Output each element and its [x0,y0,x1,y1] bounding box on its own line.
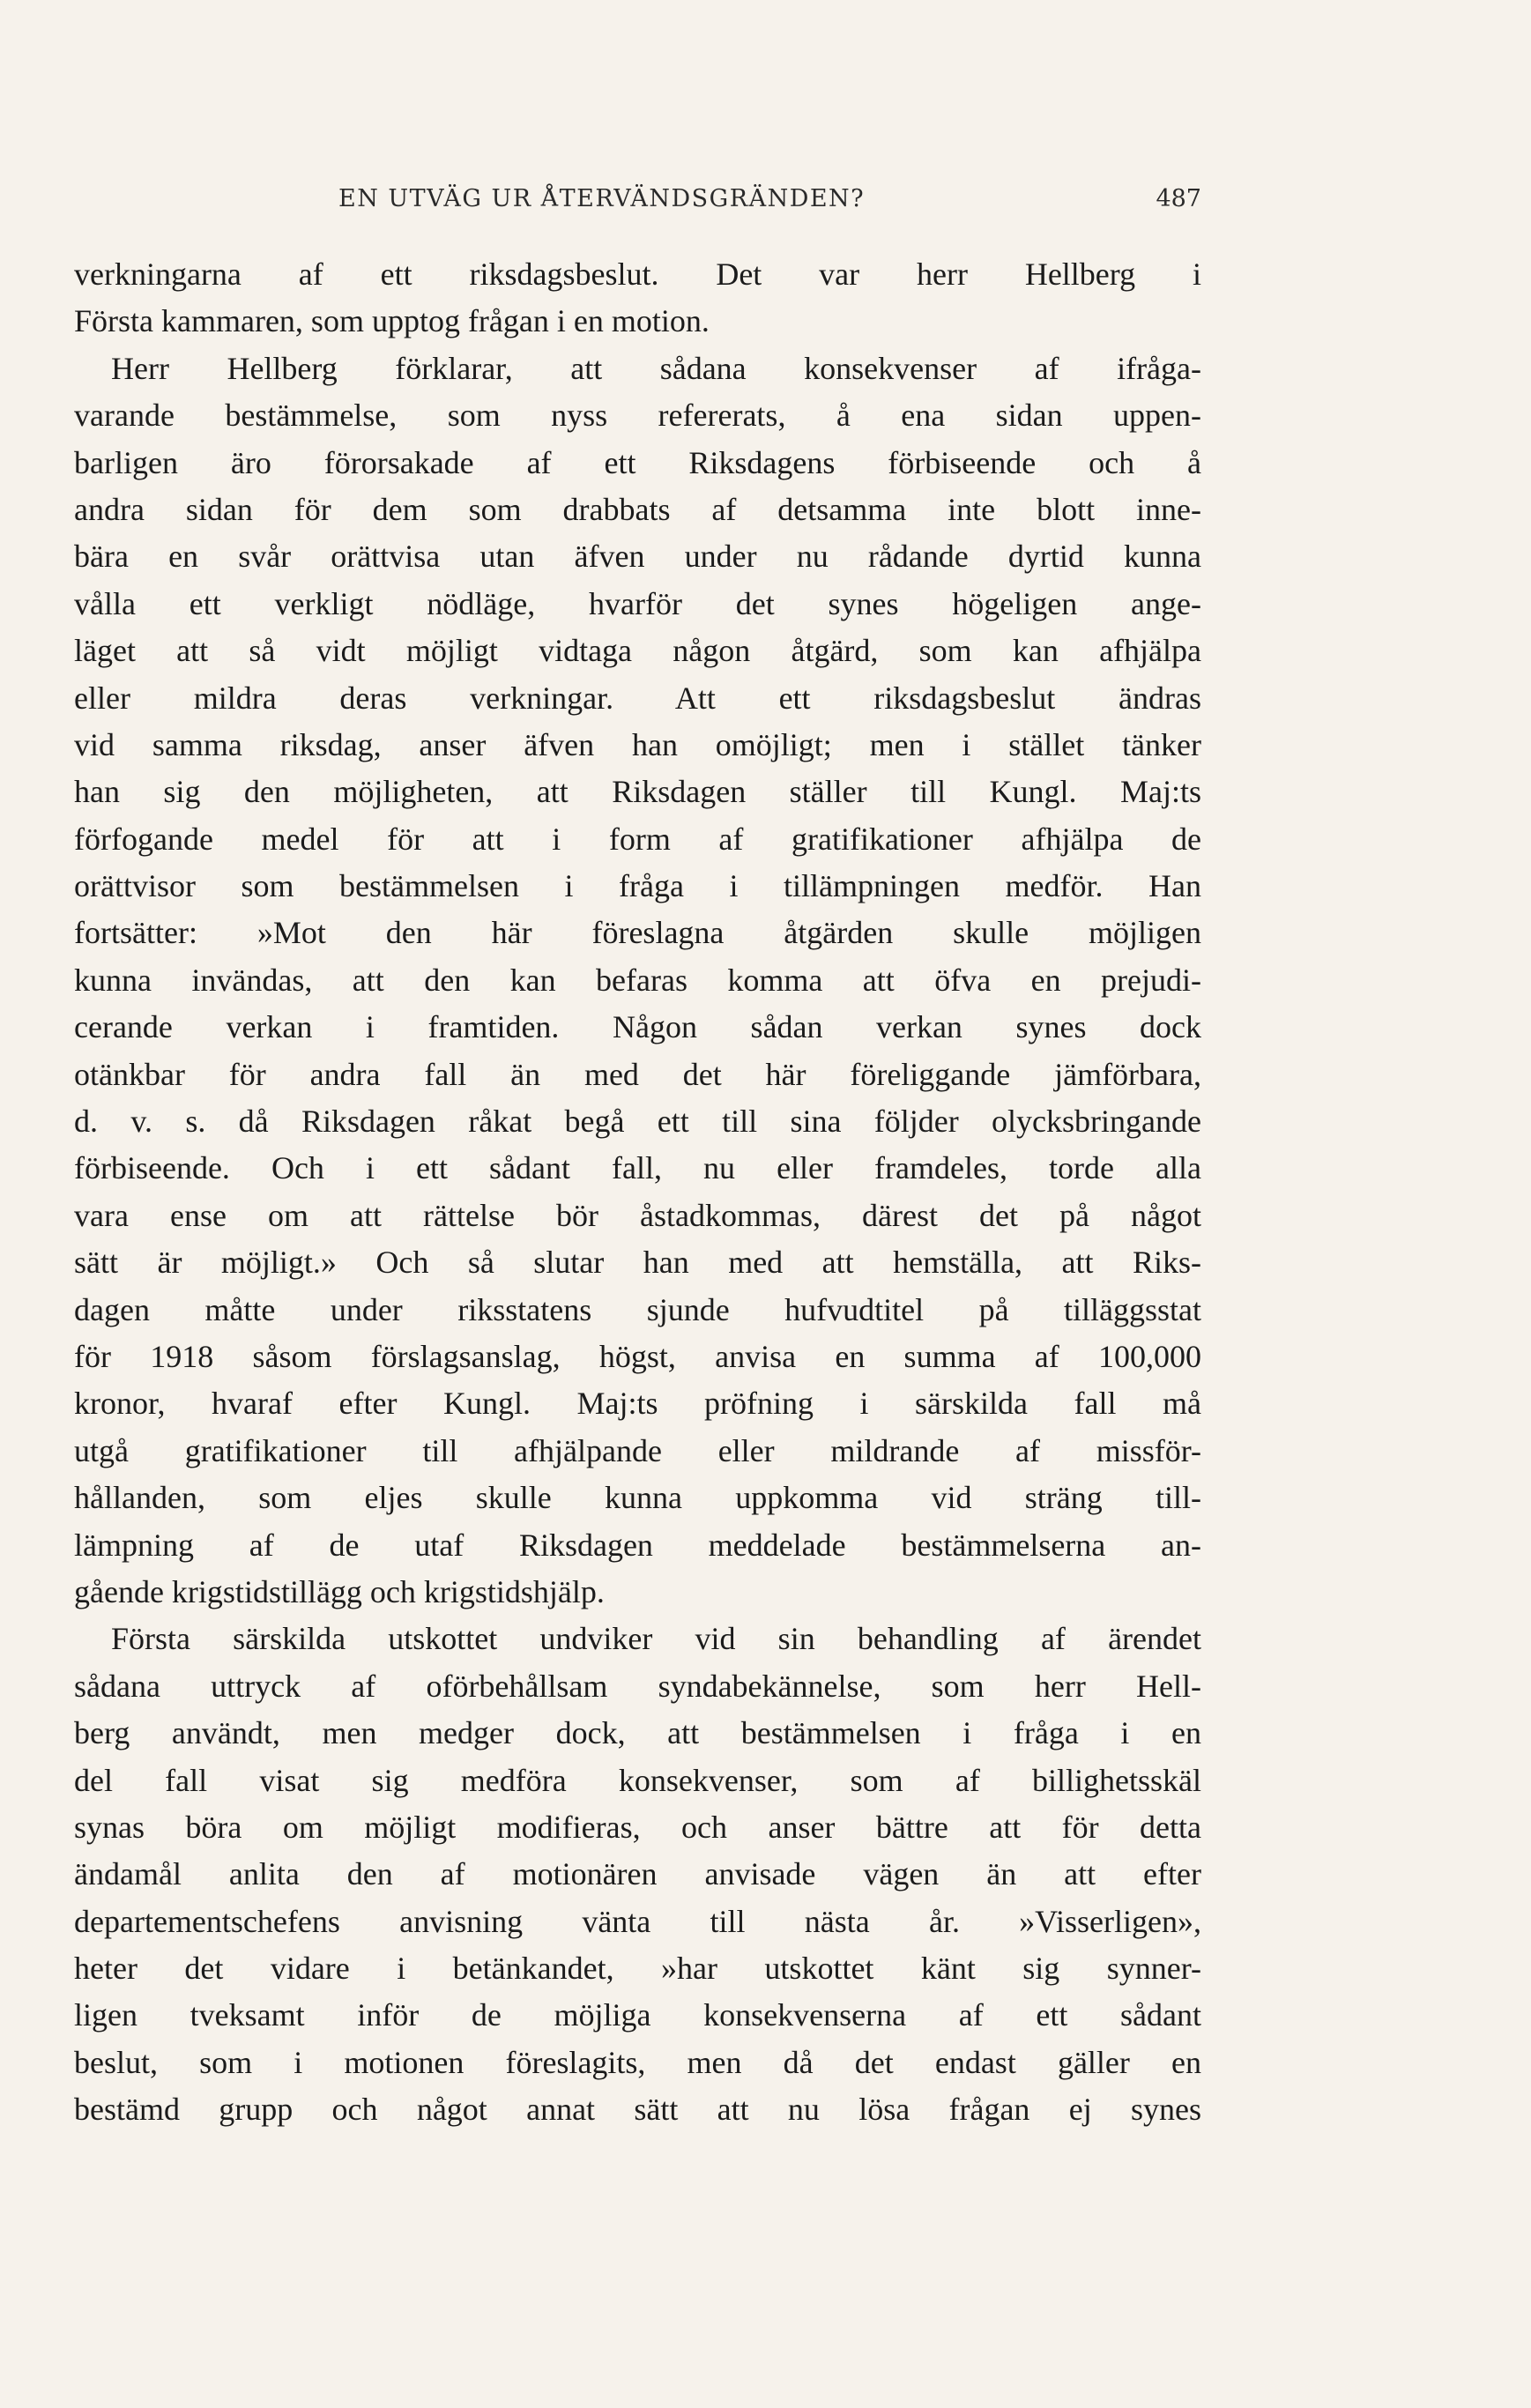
text-line: fortsätter: »Mot den här föreslagna åtgärden skulle möjligen [74,915,1201,951]
text-line: han sig den möjligheten, att Riksdagen ställer till Kungl. Maj:ts [74,774,1201,810]
text-line: bära en svår orättvisa utan äfven under nu rådande dyrtid kunna [74,539,1201,575]
text-line: Herr Hellberg förklarar, att sådana konsekvenser af ifråga- [111,350,1201,386]
text-line: förfogande medel för att i form af gratifikationer afhjälpa de [74,821,1201,857]
text-line: ändamål anlita den af motionären anvisade vägen än att efter [74,1856,1201,1892]
text-line: Första kammaren, som upptog frågan i en motion. [74,303,710,339]
text-line: eller mildra deras verkningar. Att ett riksdagsbeslut ändras [74,680,1201,716]
text-line: otänkbar för andra fall än med det här föreliggande jämförbara, [74,1056,1201,1092]
text-line: d. v. s. då Riksdagen råkat begå ett till sina följder olycksbringande [74,1104,1201,1140]
text-line: beslut, som i motionen föreslagits, men då det endast gäller en [74,2044,1201,2080]
text-line: hållanden, som eljes skulle kunna uppkomma vid sträng till- [74,1480,1201,1516]
page-header [74,185,1201,220]
text-line: vid samma riksdag, anser äfven han omöjligt; men i stället tänker [74,726,1201,762]
text-line: förbiseende. Och i ett sådant fall, nu eller framdeles, torde alla [74,1150,1201,1186]
text-line: del fall visat sig medföra konsekvenser, som af billighetsskäl [74,1762,1201,1798]
page-number: 487 [1156,185,1201,212]
text-line: andra sidan för dem som drabbats af detsamma inte blott inne- [74,491,1201,527]
text-line: Första särskilda utskottet undviker vid sin behandling af ärendet [111,1621,1201,1657]
text-line: vålla ett verkligt nödläge, hvarför det synes högeligen ange- [74,585,1201,621]
text-line: verkningarna af ett riksdagsbeslut. Det var herr Hellberg i [74,256,1201,292]
text-line: heter det vidare i betänkandet, »har utskottet känt sig synner- [74,1951,1201,1987]
text-line: kunna invändas, att den kan befaras komma att öfva en prejudi- [74,962,1201,998]
text-line: sätt är möjligt.» Och så slutar han med att hemställa, att Riks- [74,1245,1201,1281]
body-text [74,251,1201,2134]
text-line: synas böra om möjligt modifieras, och anser bättre att för detta [74,1809,1201,1845]
text-line: sådana uttryck af oförbehållsam syndabekännelse, som herr Hell- [74,1668,1201,1704]
text-line: gående krigstidstillägg och krigstidshjälp. [74,1573,605,1609]
text-line: lämpning af de utaf Riksdagen meddelade bestämmelserna an- [74,1527,1201,1563]
text-line: läget att så vidt möjligt vidtaga någon åtgärd, som kan afhjälpa [74,633,1201,669]
text-line: bestämd grupp och något annat sätt att nu lösa frågan ej synes [74,2092,1201,2128]
text-line: cerande verkan i framtiden. Någon sådan verkan synes dock [74,1009,1201,1045]
text-line: departementschefens anvisning vänta till nästa år. »Visserligen», [74,1903,1201,1939]
text-line: för 1918 såsom förslagsanslag, högst, anvisa en summa af 100,000 [74,1338,1201,1374]
text-line: orättvisor som bestämmelsen i fråga i tillämpningen medför. Han [74,868,1201,904]
text-line: kronor, hvaraf efter Kungl. Maj:ts pröfning i särskilda fall må [74,1386,1201,1422]
text-line: barligen äro förorsakade af ett Riksdagens förbiseende och å [74,444,1201,480]
text-line: berg användt, men medger dock, att bestämmelsen i fråga i en [74,1715,1201,1751]
text-line: utgå gratifikationer till afhjälpande eller mildrande af missför- [74,1432,1201,1468]
running-head: EN UTVÄG UR ÅTERVÄNDSGRÄNDEN? [338,185,866,212]
text-line: vara ense om att rättelse bör åstadkommas, därest det på något [74,1197,1201,1233]
text-line: varande bestämmelse, som nyss refererats, å ena sidan uppen- [74,398,1201,434]
text-line: dagen måtte under riksstatens sjunde hufvudtitel på tilläggsstat [74,1291,1201,1327]
text-line: ligen tveksamt inför de möjliga konsekvenserna af ett sådant [74,1997,1201,2033]
